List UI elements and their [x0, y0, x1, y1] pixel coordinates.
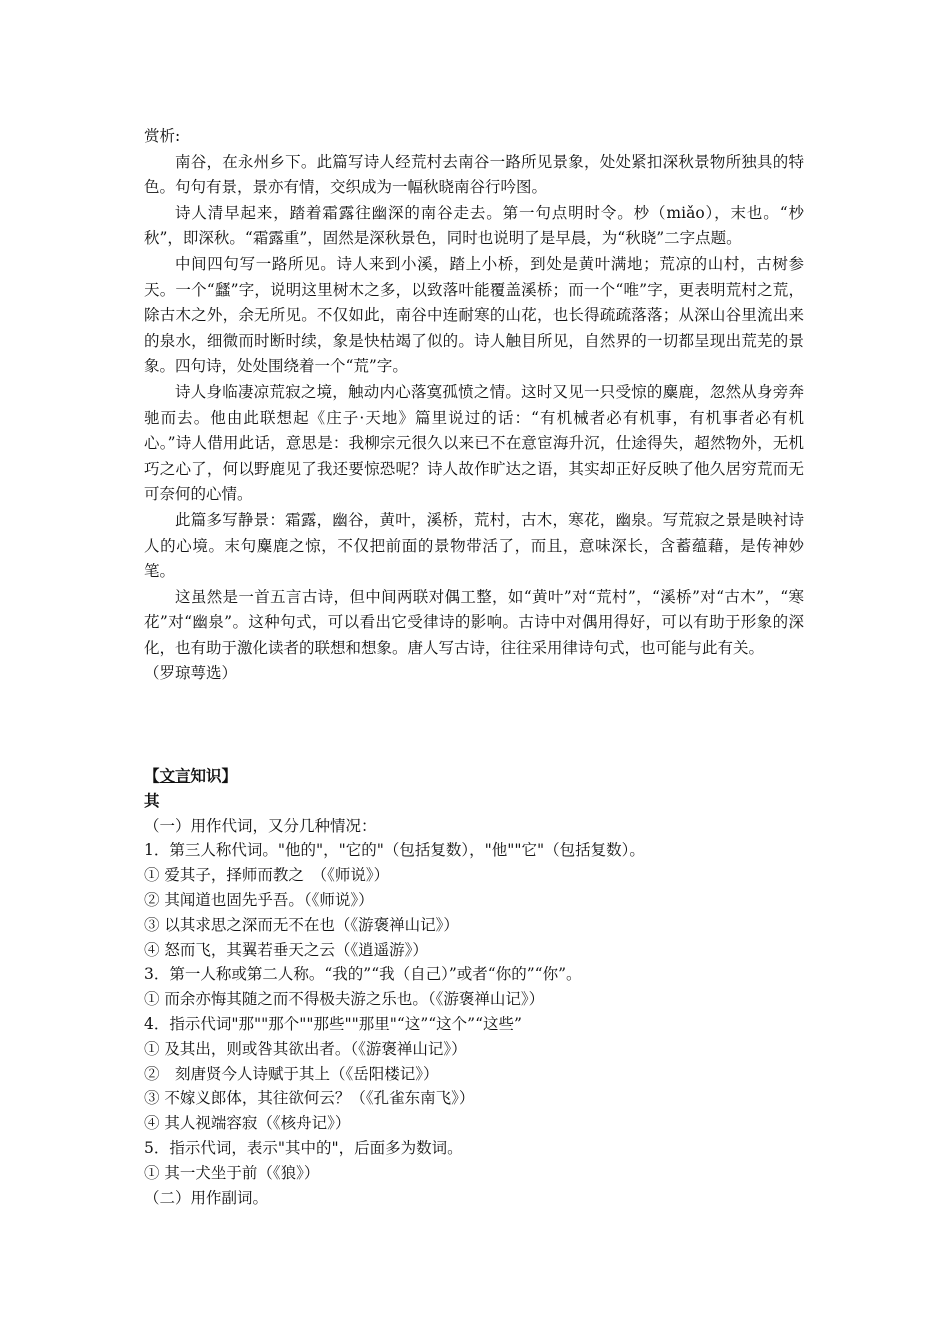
- knowledge-line: 5．指示代词，表示"其中的"，后面多为数词。: [144, 1138, 463, 1157]
- knowledge-line: ① 爱其子，择师而教之 （《师说》）: [144, 866, 390, 885]
- knowledge-line: ① 及其出，则或咎其欲出者。（《游褒禅山记》）: [144, 1039, 467, 1058]
- heading-underlined: 文言: [159, 766, 191, 785]
- knowledge-line: ③ 不嫁义郎体，其往欲何云？（《孔雀东南飞》）: [144, 1089, 475, 1108]
- knowledge-line: 4．指示代词"那""那个""那些""那里"“这”“这个”“这些”: [144, 1014, 522, 1033]
- appreciation-paragraph: 这虽然是一首五言古诗，但中间两联对偶工整，如“黄叶”对“荒村”，“溪桥”对“古木”，“寒花”对“幽泉”。这种句式，可以看出它受律诗的影响。古诗中对偶用得好，可以有助于形象的深化，也有助于激化读者的联想和想象。唐人写古诗，往往采用律诗句式，也可能与此有关。: [144, 587, 804, 657]
- knowledge-line: 3．第一人称或第二人称。“我的”“我（自己）”或者“你的”“你”。: [144, 965, 582, 984]
- knowledge-line: （二）用作副词。: [144, 1188, 269, 1207]
- appreciation-paragraph: 中间四句写一路所见。诗人来到小溪，踏上小桥，到处是黄叶满地；荒凉的山村，古树参天。一个“瓥”字，说明这里树木之多，以致落叶能覆盖溪桥；而一个“唯”字，更表明荒村之荒，除古木之外，余无所见。不仅如此，南谷中连耐寒的山花，也长得疏疏落落；从深山谷里流出来的泉水，细微而时断时续，象是快枯竭了似的。诗人触目所见，自然界的一切都呈现出荒芜的景象。四句诗，处处围绕着一个“荒”字。: [144, 254, 804, 376]
- knowledge-line: ① 而余亦悔其随之而不得极夫游之乐也。（《游褒禅山记》）: [144, 990, 545, 1009]
- appreciation-paragraph: 诗人清早起来，踏着霜露往幽深的南谷走去。第一句点明时令。杪（miǎo），末也。“杪秋”，即深秋。“霜露重”，固然是深秋景色，同时也说明了是早晨，为“秋晓”二字点题。: [144, 203, 804, 248]
- appreciation-heading: 赏析:: [144, 127, 181, 145]
- knowledge-line: ④ 怒而飞，其翼若垂天之云（《逍遥游》）: [144, 940, 428, 959]
- appreciation-paragraph: 南谷，在永州乡下。此篇写诗人经荒村去南谷一路所见景象，处处紧扣深秋景物所独具的特色。句句有景，景亦有情，交织成为一幅秋晓南谷行吟图。: [144, 152, 804, 197]
- knowledge-line: ③ 以其求思之深而无不在也（《游褒禅山记》）: [144, 915, 459, 934]
- knowledge-line: ② 刻唐贤今人诗赋于其上（《岳阳楼记》）: [144, 1064, 439, 1083]
- appreciation-paragraph: 此篇多写静景：霜露，幽谷，黄叶，溪桥，荒村，古木，寒花，幽泉。写荒寂之景是映衬诗人的心境。末句麋鹿之惊，不仅把前面的景物带活了，而且，意味深长，含蓄蕴藉，是传神妙笔。: [144, 510, 804, 581]
- knowledge-line: 1．第三人称代词。"他的"，"它的"（包括复数），"他""它"（包括复数）。: [144, 841, 645, 860]
- classical-knowledge-section: [144, 764, 804, 1210]
- attribution: （罗琼萼选）: [144, 664, 238, 683]
- knowledge-line: ① 其一犬坐于前（《狼》）: [144, 1163, 320, 1182]
- knowledge-line: ④ 其人视端容寂（《核舟记》）: [144, 1114, 351, 1133]
- heading-rest: 知识】: [190, 766, 238, 785]
- knowledge-line: ② 其闻道也固先乎吾。（《师说》）: [144, 890, 374, 909]
- heading-open: 【: [144, 766, 160, 785]
- appreciation-section: [144, 124, 804, 687]
- entry-character: 其: [144, 790, 160, 810]
- knowledge-line: （一）用作代词，又分几种情况：: [144, 816, 377, 835]
- appreciation-paragraph: 诗人身临凄凉荒寂之境，触动内心落寞孤愤之情。这时又见一只受惊的麋鹿，忽然从身旁奔驰而去。他由此联想起《庄子·天地》篇里说过的话：“有机械者必有机事，有机事者必有机心。”诗人借用此话，意思是：我柳宗元很久以来已不在意宦海升沉，仕途得失，超然物外，无机巧之心了，何以野鹿见了我还要惊恐呢？诗人故作旷达之语，其实却正好反映了他久居穷荒而无可奈何的心情。: [144, 382, 804, 504]
- section-heading: [144, 764, 804, 789]
